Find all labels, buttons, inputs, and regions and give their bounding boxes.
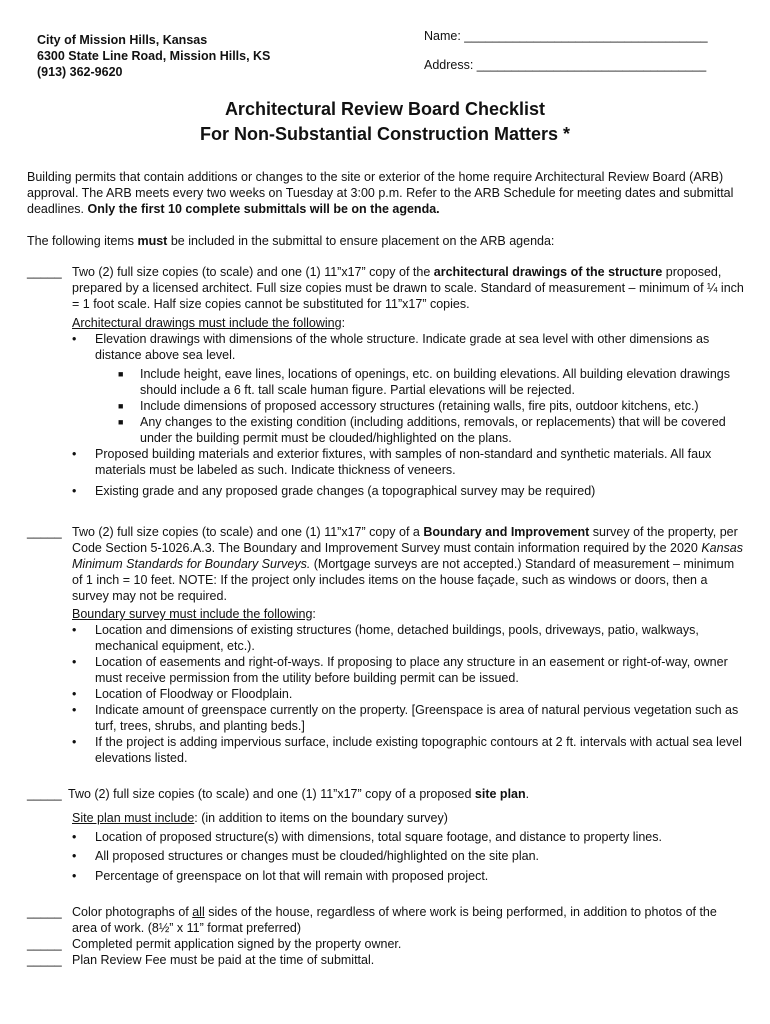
city-phone: (913) 362-9620 [37,65,123,79]
item2-italic: Kansas Minimum Standards for Boundary Surveys. [72,541,744,571]
item3-subheading-rest: : (in addition to items on the boundary survey) [194,811,448,825]
bullet-icon: • [72,655,77,669]
bullet-icon: • [72,447,77,461]
bullet-icon: • [72,484,77,498]
list-item [72,331,744,363]
item2-checkbox-blank[interactable]: _____ [27,525,62,539]
item5-text: Completed permit application signed by the property owner. [72,937,402,951]
square-bullet-icon: ■ [118,417,124,427]
list-item [118,414,743,446]
page-title: Architectural Review Board Checklist [224,99,546,119]
item1-checkbox-blank[interactable]: _____ [27,265,62,279]
item3-bullet-text: Percentage of greenspace on lot that will remain with proposed project. [95,869,489,883]
item2-text [72,524,744,604]
list-item [72,446,744,478]
list-item [72,654,744,686]
item4-underlined: all [192,905,205,919]
list-item [72,848,744,864]
list-item [72,483,744,499]
item2-bold: Boundary and Improvement [423,525,590,539]
item4-checkbox-blank[interactable]: _____ [27,905,62,919]
item2-bullet-text: If the project is adding impervious surface, include existing topographic contours at 2 ft. intervals with actual sea level elevations listed. [95,735,742,765]
item6-checkbox-blank[interactable]: _____ [27,953,62,967]
bullet-icon: • [72,869,77,883]
item1-post: proposed, prepared by a licensed architect. Full size copies must be drawn to scale. Standard of measurement – minimum of ¼ inch = 1 foot scale. Half size copies cannot be substituted for 11”x17” copies. [72,265,744,311]
intro-bold: Only the first 10 complete submittals will be on the agenda. [87,202,440,216]
item1-square-text: Include dimensions of proposed accessory structures (retaining walls, fire pits, outdoor kitchens, etc.) [140,399,699,413]
item4-post: sides of the house, regardless of where work is being performed, in addition to photos of the area of work. (8½” x 11” format preferred) [72,905,717,935]
list-item [72,702,744,734]
intro-text: Building permits that contain additions or changes to the site or exterior of the home require Architectural Review Board (ARB) approval. The ARB meets every two weeks on Tuesday at 3:00 p.m. Refer to the ARB Schedule for meeting dates and submittal deadlines. [27,170,734,216]
item2-bullet-text: Location and dimensions of existing structures (home, detached buildings, pools, driveways, patio, walkways, mechanical equipment, etc.). [95,623,699,653]
item1-subheading-colon: : [341,316,346,330]
item3-checkbox-blank[interactable]: _____ [27,787,62,801]
list-item [118,398,743,414]
item1-subheading-text: Architectural drawings must include the following [72,316,342,330]
bullet-icon: • [72,332,77,346]
item1-text [72,264,744,312]
bullet-icon: • [72,830,77,844]
item3-subheading [72,810,744,826]
item2-bullet-text: Location of easements and right-of-ways. If proposing to place any structure in an easement or right-of-way, owner must receive permission from the utility before building permit can be issued. [95,655,728,685]
item1-square-text: Any changes to the existing condition (including additions, removals, or replacements) that will be covered under the building permit must be clouded/highlighted on the plans. [140,415,726,445]
list-item [72,868,744,884]
address-field[interactable]: Address: _________________________________ [424,58,707,72]
item1-pre: Two (2) full size copies (to scale) and one (1) 11”x17” copy of the [72,265,434,279]
list-item [72,734,744,766]
item3-bold: site plan [474,787,526,801]
square-bullet-icon: ■ [118,369,124,379]
item2-bullet-text: Location of Floodway or Floodplain. [95,687,293,701]
bullet-icon: • [72,623,77,637]
following-post: be included in the submittal to ensure placement on the ARB agenda: [167,234,555,248]
intro-paragraph [27,169,747,217]
item4-pre: Color photographs of [72,905,193,919]
item6-text: Plan Review Fee must be paid at the time of submittal. [72,953,375,967]
list-item [72,622,744,654]
following-pre: The following items [27,234,138,248]
item1-bullet-text: Proposed building materials and exterior fixtures, with samples of non-standard and synthetic materials. All faux materials must be labeled as such. Indicate thickness of veneers. [95,447,712,477]
bullet-icon: • [72,735,77,749]
city-street: 6300 State Line Road, Mission Hills, KS [37,49,271,63]
square-bullet-icon: ■ [118,401,124,411]
item1-bullet-text: Elevation drawings with dimensions of the whole structure. Indicate grade at sea level with other dimensions as distance above sea level. [95,332,710,362]
following-must: must [137,234,168,248]
item1-bold: architectural drawings of the structure [433,265,663,279]
item3-bullet-text: All proposed structures or changes must be clouded/highlighted on the site plan. [95,849,540,863]
item2-bullet-text: Indicate amount of greenspace currently on the property. [Greenspace is area of natural pervious vegetation such as turf, trees, shrubs, and planting beds.] [95,703,739,733]
item2-subheading [72,606,744,622]
item2-mid: survey of the property, per Code Section 5-1026.A.3. The Boundary and Improvement Survey must contain information required by the 2020 [72,525,738,555]
item3-subheading-text: Site plan must include [72,811,195,825]
item5-checkbox-blank[interactable]: _____ [27,937,62,951]
city-name: City of Mission Hills, Kansas [37,33,208,47]
bullet-icon: • [72,687,77,701]
list-item [72,829,744,845]
item3-post: . [525,787,530,801]
applicant-fields [424,29,708,73]
list-item [118,366,743,398]
page-subtitle: For Non-Substantial Construction Matters * [199,124,570,144]
item3-pre: Two (2) full size copies (to scale) and one (1) 11”x17” copy of a proposed [68,787,475,801]
item3-bullet-text: Location of proposed structure(s) with dimensions, total square footage, and distance to property lines. [95,830,662,844]
item1-subheading [72,315,744,331]
bullet-icon: • [72,849,77,863]
item2-post: (Mortgage surveys are not accepted.) Standard of measurement – minimum of 1 inch = 10 feet. NOTE: If the project only includes items on the house façade, such as windows or doors, then a survey may not be required. [72,557,735,603]
item1-bullet-text: Existing grade and any proposed grade changes (a topographical survey may be required) [95,484,596,498]
city-header [37,32,270,80]
list-item [72,686,744,702]
item2-subheading-text: Boundary survey must include the following [72,607,313,621]
item4-text [72,904,744,936]
item3-text [68,786,740,802]
name-field[interactable]: Name: ___________________________________ [424,29,708,43]
following-paragraph [27,233,747,249]
item2-subheading-colon: : [312,607,316,621]
item2-pre: Two (2) full size copies (to scale) and one (1) 11”x17” copy of a [72,525,424,539]
item1-square-text: Include height, eave lines, locations of openings, etc. on building elevations. All building elevation drawings should include a 6 ft. tall scale human figure. Partial elevations will be rejected. [140,367,730,397]
bullet-icon: • [72,703,77,717]
